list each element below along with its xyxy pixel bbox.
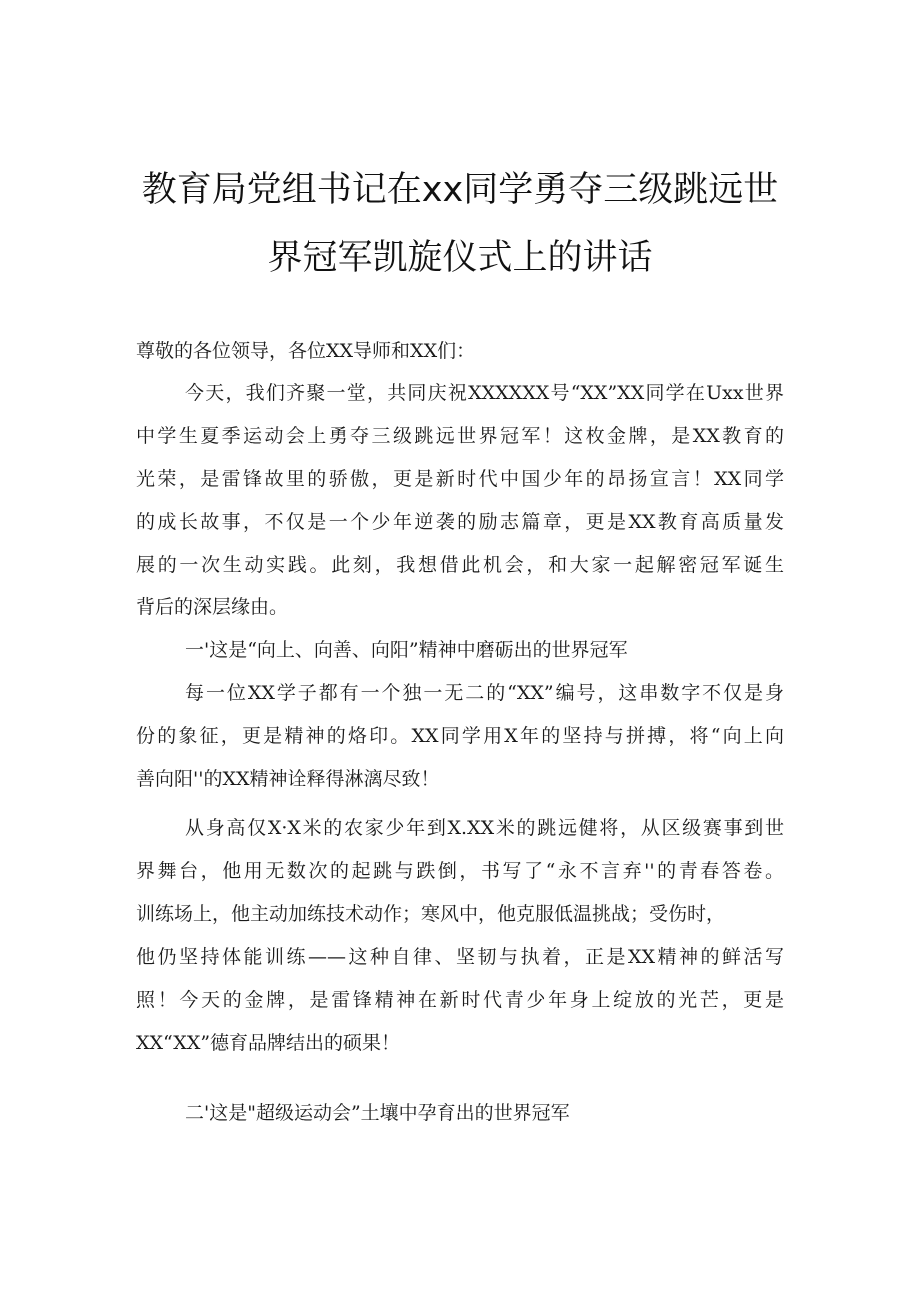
paragraph-1-line-1: 今天，我们齐聚一堂，共同庆祝XXXXXX号“XX”XX同学在Uxx世界 [185, 382, 784, 404]
document-title-line-2: 界冠军凯旋仪式上的讲话 [267, 238, 653, 278]
paragraph-2-line-2: 份的象征，更是精神的烙印。XX同学用X年的坚持与拼搏，将“向上向 [136, 725, 784, 747]
section-heading-2: 二'这是"超级运动会”土壤中孕育出的世界冠军 [185, 1102, 570, 1124]
paragraph-3-line-1: 从身高仅X·X米的农家少年到X.XX米的跳远健将，从区级赛事到世 [185, 817, 784, 839]
document-title-line-1: 教育局党组书记在xx同学勇夺三级跳远世 [141, 170, 779, 210]
paragraph-3-line-4: 他仍坚持体能训练——这种自律、坚韧与执着，正是XX精神的鲜活写 [136, 946, 784, 968]
paragraph-1-line-6: 背后的深层缘由。 [136, 596, 289, 618]
paragraph-3-line-2: 界舞台，他用无数次的起跳与跌倒，书写了“永不言弃''的青春答卷。 [136, 860, 784, 882]
section-heading-1: 一'这是“向上、向善、向阳”精神中磨砺出的世界冠军 [185, 639, 628, 661]
salutation: 尊敬的各位领导，各位XX导师和XX们： [136, 340, 476, 362]
paragraph-1-line-5: 展的一次生动实践。此刻，我想借此机会，和大家一起解密冠军诞生 [136, 554, 784, 576]
paragraph-2-line-3: 善向阳''的XX精神诠释得淋漓尽致！ [136, 768, 440, 790]
paragraph-1-line-4: 的成长故事，不仅是一个少年逆袭的励志篇章，更是XX教育高质量发 [136, 511, 784, 533]
paragraph-3-line-5: 照！今天的金牌，是雷锋精神在新时代青少年身上绽放的光芒，更是 [136, 989, 784, 1011]
paragraph-3-line-3: 训练场上，他主动加练技术动作；寒风中，他克服低温挑战；受伤时， [136, 903, 726, 925]
paragraph-1-line-2: 中学生夏季运动会上勇夺三级跳远世界冠军！这枚金牌，是XX教育的 [136, 425, 784, 447]
paragraph-3-line-6: XX“XX”德育品牌结出的硕果！ [136, 1032, 401, 1054]
paragraph-1-line-3: 光荣，是雷锋故里的骄傲，更是新时代中国少年的昂扬宣言！XX同学 [136, 468, 784, 490]
paragraph-2-line-1: 每一位XX学子都有一个独一无二的“XX”编号，这串数字不仅是身 [185, 682, 784, 704]
